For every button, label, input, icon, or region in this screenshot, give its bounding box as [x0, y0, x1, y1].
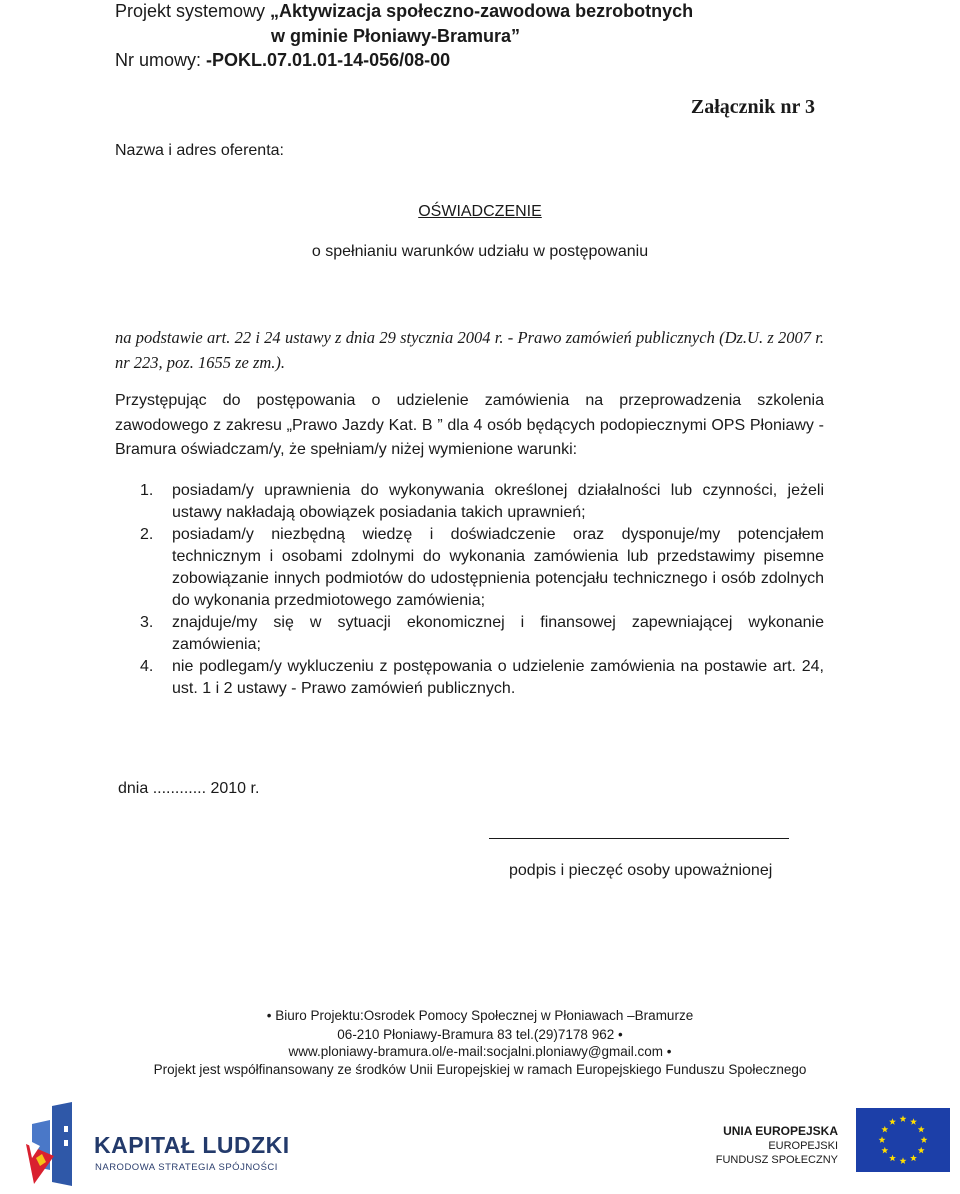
conditions-list	[140, 480, 824, 700]
intro-paragraph: Przystępując do postępowania o udzielenie zamówienia na przeprowadzenia szkolenia zawodowego z zakresu „Prawo Jazdy Kat. B ” dla 4 osób będących podopiecznymi OPS Płoniawy - Bramura oświadczam/y, że spełniam/y niżej wymienione warunki:	[115, 392, 824, 458]
list-item-text: nie podlegam/y wykluczeniu z postępowania o udzielenie zamówienia na postawie art. 24, ust. 1 i 2 ustawy - Prawo zamówień publicznych.	[172, 658, 824, 697]
kapital-ludzki-subtitle: NARODOWA STRATEGIA SPÓJNOŚCI	[95, 1162, 278, 1173]
project-header-line-3	[115, 49, 450, 71]
annex-label: Załącznik nr 3	[690, 96, 815, 118]
eu-union-label: UNIA EUROPEJSKA	[723, 1124, 838, 1138]
list-item-text: znajduje/my się w sytuacji ekonomicznej i finansowej zapewniającej wykonanie zamówienia;	[172, 614, 824, 653]
contract-label: Nr umowy:	[115, 50, 207, 70]
list-item-text: posiadam/y niezbędną wiedzę i doświadczenie oraz dysponuje/my potencjałem technicznym i osobami zdolnymi do wykonania zamówienia lub przedstawimy pisemne zobowiązanie innych podmiotów do udostępnienia potencjału technicznego i osób zdolnych do wykonania przedmiotowego zamówienia;	[172, 526, 824, 609]
signature-line	[489, 838, 789, 839]
kapital-ludzki-emblem-icon	[24, 1100, 86, 1190]
legal-basis: na podstawie art. 22 i 24 ustawy z dnia 29 stycznia 2004 r. - Prawo zamówień publicznych (Dz.U. z 2007 r. nr 223, poz. 1655 ze zm.).	[115, 328, 824, 372]
signature-label: podpis i pieczęć osoby upoważnionej	[509, 862, 773, 879]
footer-address-line-1: • Biuro Projektu:Osrodek Pomocy Społecznej w Płoniawach –Bramurze	[266, 1008, 694, 1023]
list-item-number: 3.	[140, 614, 154, 631]
list-item	[140, 612, 824, 656]
eu-flag-icon	[856, 1108, 950, 1172]
project-label: Projekt systemowy	[115, 1, 271, 21]
eu-logo	[715, 1102, 950, 1182]
list-item	[140, 480, 824, 524]
offeror-label: Nazwa i adres oferenta:	[115, 142, 284, 159]
eu-fund-label-2: FUNDUSZ SPOŁECZNY	[715, 1154, 838, 1166]
list-item	[140, 524, 824, 612]
list-item	[140, 656, 824, 700]
footer-funding-line: Projekt jest współfinansowany ze środków Unii Europejskiej w ramach Europejskiego Funduszu Społecznego	[153, 1062, 807, 1077]
list-item-number: 4.	[140, 658, 154, 675]
document-title: OŚWIADCZENIE	[418, 203, 542, 220]
list-item-text: posiadam/y uprawnienia do wykonywania określonej działalności lub czynności, jeżeli ustawy nakładają obowiązek posiadania takich uprawnień;	[172, 482, 824, 521]
contract-number: -POKL.07.01.01-14-056/08-00	[206, 50, 451, 70]
kapital-ludzki-title: KAPITAŁ LUDZKI	[94, 1132, 290, 1158]
project-title-cont: w gminie Płoniawy-Bramura”	[271, 26, 521, 46]
list-item-number: 1.	[140, 482, 154, 499]
eu-fund-label-1: EUROPEJSKI	[768, 1140, 838, 1152]
list-item-number: 2.	[140, 526, 154, 543]
kapital-ludzki-logo	[24, 1100, 294, 1190]
footer-address-line-2: 06-210 Płoniawy-Bramura 83 tel.(29)7178 962 •	[337, 1027, 623, 1042]
date-line: dnia ............ 2010 r.	[118, 780, 260, 797]
project-title: „Aktywizacja społeczno-zawodowa bezrobotnych	[270, 1, 694, 21]
project-header-line-2	[271, 25, 520, 47]
footer-contact-line: www.ploniawy-bramura.ol/e-mail:socjalni.ploniawy@gmail.com •	[288, 1044, 672, 1059]
document-subtitle: o spełnianiu warunków udziału w postępowaniu	[311, 243, 649, 260]
project-header-line-1	[115, 0, 693, 22]
